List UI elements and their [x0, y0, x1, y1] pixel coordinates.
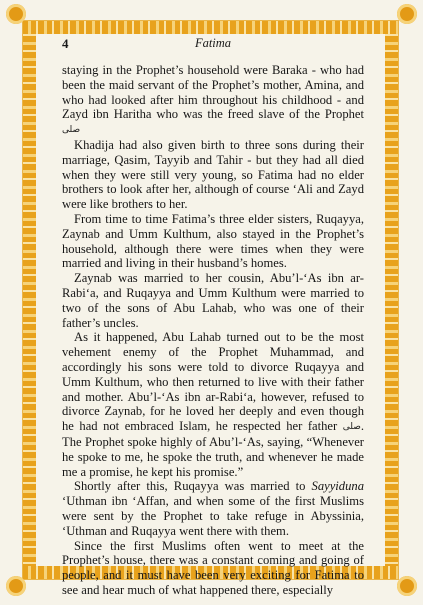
italic-term: Sayyiduna	[311, 479, 364, 494]
corner-ornament-icon	[6, 576, 26, 596]
corner-ornament-icon	[6, 4, 26, 24]
paragraph-text: Zaynab was married to her cousin, Abu’l-‘As ibn ar-Rabi‘a, and Ruqayya and Umm Kulthum were married to two of the sons of Abu Lahab, who was one of their father’s uncles.	[62, 271, 364, 330]
honorific-glyph: صلى	[342, 422, 361, 433]
corner-ornament-icon	[397, 4, 417, 24]
paragraph-text: As it happened, Abu Lahab turned out to be the most vehement enemy of the Prophet Muhammad, and accordingly his sons were told to divorce Ruqayya and Umm Kulthum, who then returned to live with their father and mother. Abu’l-‘As ibn ar-Rabi‘a, however, refused to divorce Zaynab, for he loved her deeply and even though he had not embraced Islam, he respected her father	[62, 330, 364, 434]
honorific-glyph: صلى	[62, 125, 81, 136]
paragraph-text: Shortly after this, Ruqayya was married to	[74, 479, 312, 494]
paragraph	[62, 479, 364, 538]
paragraph-text: . The Prophet spoke highly of Abu’l-‘As, saying, “Whenever he spoke to me, he spoke the truth, and whenever he made me a promise, he kept his promise.”	[62, 419, 364, 479]
paragraph-text: staying in the Prophet’s household were Baraka - who had been the maid servant of the Prophet’s mother, Amina, and who had looked after him throughout his childhood - and Zayd ibn Haritha who was the freed slave of the Prophet	[62, 63, 364, 122]
paragraph	[62, 138, 364, 212]
paragraph	[62, 271, 364, 330]
paragraph	[62, 63, 364, 138]
paragraph	[62, 330, 364, 479]
running-title: Fatima	[194, 36, 232, 50]
body-text	[62, 63, 364, 597]
paragraph	[62, 539, 364, 598]
paragraph-text: Khadija had also given birth to three sons during their marriage, Qasim, Tayyib and Tahir - but they had all died when they were still very young, so Fatima had no elder brothers to look after her, although of course ‘Ali and Zayd were like brothers to her.	[62, 137, 364, 212]
page-number: 4	[62, 36, 69, 51]
corner-ornament-icon	[397, 576, 417, 596]
page-header	[62, 36, 364, 54]
paragraph	[62, 212, 364, 271]
paragraph-text: ‘Uthman ibn ‘Affan, and when some of the first Muslims were sent by the Prophet to take refuge in Abyssinia, ‘Uthman and Ruqayya went there with them.	[62, 494, 364, 538]
paragraph-text: From time to time Fatima’s three elder sisters, Ruqayya, Zaynab and Umm Kulthum, also stayed in the Prophet’s household, although there were times when they were married and living in their husband’s homes.	[62, 211, 364, 271]
paragraph-text: Since the first Muslims often went to meet at the Prophet’s house, there was a constant coming and going of people, and it must have been very exciting for Fatima to see and hear much of what happened there, especially	[62, 538, 364, 597]
